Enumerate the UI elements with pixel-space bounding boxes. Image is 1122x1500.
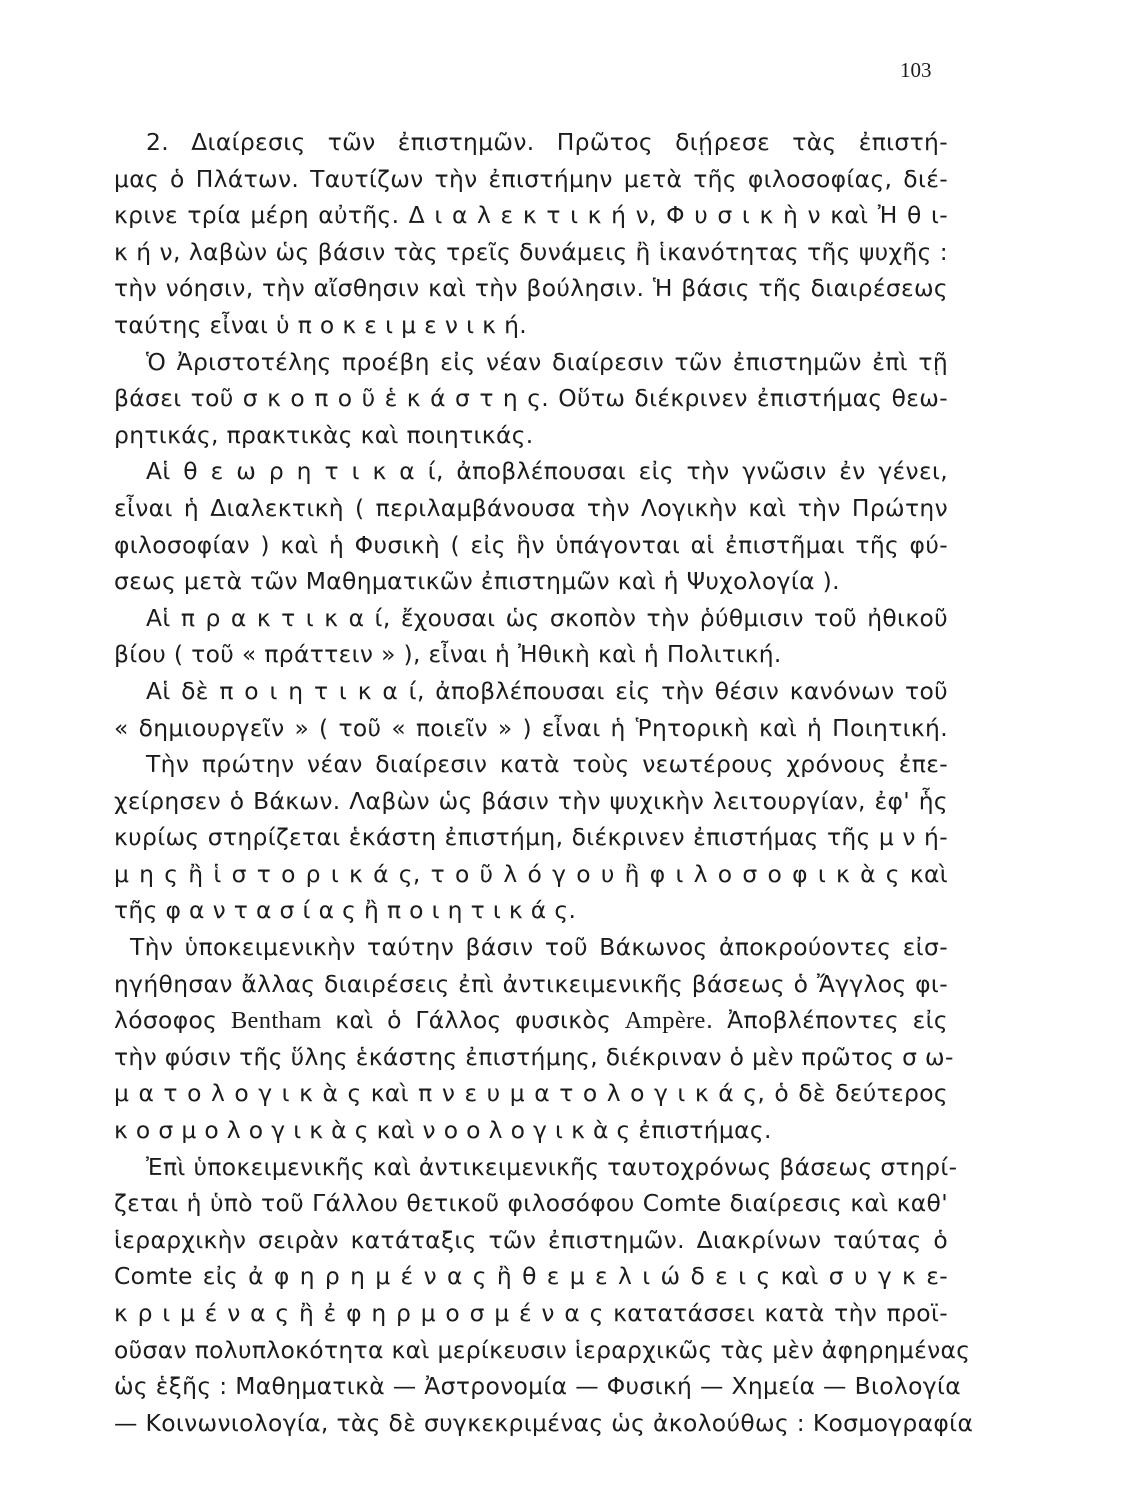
text-line: εἶναι ἡ Διαλεκτικὴ ( περιλαμβάνουσα τὴν Λογικὴν καὶ τὴν Πρώτην (114, 493, 948, 522)
body-text (114, 124, 974, 1441)
text-line: τὴν νόησιν, τὴν αἴσθησιν καὶ τὴν βούλησιν. Ἡ βάσις τῆς διαιρέσεως (114, 274, 948, 303)
text-line: Τὴν ὑποκειμενικὴν ταύτην βάσιν τοῦ Βάκωνος ἀποκρούοντες εἰσ- (130, 933, 948, 962)
text-line: κ ρ ι μ έ ν α ς ἢ ἐ φ η ρ μ ο σ μ έ ν α ς κατατάσσει κατὰ τὴν προϊ- (114, 1299, 948, 1327)
text-line: Αἱ π ρ α κ τ ι κ α ί, ἔχουσαι ὡς σκοπὸν τὴν ῥύθμισιν τοῦ ἠθικοῦ (146, 603, 948, 632)
text-line: βίου ( τοῦ « πράττειν » ), εἶναι ἡ Ἠθικὴ καὶ ἡ Πολιτική. (114, 640, 782, 669)
text-line: 2. Διαίρεσις τῶν ἐπιστημῶν. Πρῶτος διῄρεσε τὰς ἐπιστή- (146, 128, 948, 156)
text-line: λόσοφος Bentham καὶ ὁ Γάλλος φυσικὸς Ampère. Ἀποβλέποντες εἰς (114, 1006, 949, 1035)
text-line: τὴν φύσιν τῆς ὕλης ἑκάστης ἐπιστήμης, διέκριναν ὁ μὲν πρῶτος σ ω- (114, 1042, 954, 1071)
page-number: 103 (900, 58, 932, 82)
text-line: Αἱ δὲ π ο ι η τ ι κ α ί, ἀποβλέπουσαι εἰς τὴν θέσιν κανόνων τοῦ (146, 676, 948, 705)
text-line: ηγήθησαν ἄλλας διαιρέσεις ἐπὶ ἀντικειμενικῆς βάσεως ὁ Ἄγγλος φι- (114, 969, 948, 998)
text-line: μ α τ ο λ ο γ ι κ ὰ ς καὶ π ν ε υ μ α τ ο λ ο γ ι κ ά ς, ὁ δὲ δεύτερος (114, 1079, 948, 1108)
text-line: κ ή ν, λαβὼν ὡς βάσιν τὰς τρεῖς δυνάμεις ἢ ἱκανότητας τῆς ψυχῆς : (114, 237, 948, 266)
text-line: μ η ς ἢ ἱ σ τ ο ρ ι κ ά ς, τ ο ῦ λ ό γ ο υ ἢ φ ι λ ο σ ο φ ι κ ὰ ς καὶ (114, 859, 948, 888)
text-line: ἱεραρχικὴν σειρὰν κατάταξις τῶν ἐπιστημῶν. Διακρίνων ταύτας ὁ (114, 1225, 948, 1254)
text-line: κ ο σ μ ο λ ο γ ι κ ὰ ς καὶ ν ο ο λ ο γ ι κ ὰ ς ἐπιστήμας. (114, 1116, 772, 1145)
text-line: μας ὁ Πλάτων. Ταυτίζων τὴν ἐπιστήμην μετὰ τῆς φιλοσοφίας, διέ- (114, 164, 948, 193)
text-line: βάσει τοῦ σ κ ο π ο ῦ ἑ κ ά σ τ η ς. Οὕτω διέκρινεν ἐπιστήμας θεω- (114, 384, 948, 413)
text-line: ταύτης εἶναι ὑ π ο κ ε ι μ ε ν ι κ ή. (114, 310, 528, 339)
text-line: — Κοινωνιολογία, τὰς δὲ συγκεκριμένας ὡς ἀκολούθως : Κοσμογραφία (114, 1408, 974, 1437)
text-line: ὡς ἑξῆς : Μαθηματικὰ — Ἀστρονομία — Φυσική — Χημεία — Βιολογία (114, 1372, 961, 1401)
text-line: « δημιουργεῖν » ( τοῦ « ποιεῖν » ) εἶναι ἡ Ῥητορικὴ καὶ ἡ Ποιητική. (114, 713, 948, 742)
text-line: φιλοσοφίαν ) καὶ ἡ Φυσικὴ ( εἰς ἣν ὑπάγονται αἱ ἐπιστῆμαι τῆς φύ- (114, 530, 948, 559)
text-line: κυρίως στηρίζεται ἑκάστη ἐπιστήμη, διέκρινεν ἐπιστήμας τῆς μ ν ή- (114, 823, 948, 852)
text-line: Comte εἰς ἀ φ η ρ η μ έ ν α ς ἢ θ ε μ ε λ ι ώ δ ε ι ς καὶ σ υ γ κ ε- (114, 1262, 948, 1291)
text-line: Ὁ Ἀριστοτέλης προέβη εἰς νέαν διαίρεσιν τῶν ἐπιστημῶν ἐπὶ τῇ (146, 347, 948, 376)
text-line: ρητικάς, πρακτικὰς καὶ ποιητικάς. (114, 420, 534, 449)
text-line: σεως μετὰ τῶν Μαθηματικῶν ἐπιστημῶν καὶ ἡ Ψυχολογία ). (114, 567, 840, 596)
text-line: κρινε τρία μέρη αὐτῆς. Δ ι α λ ε κ τ ι κ ή ν, Φ υ σ ι κ ὴ ν καὶ Ἠ θ ι- (114, 201, 948, 230)
text-line: οῦσαν πολυπλοκότητα καὶ μερίκευσιν ἱεραρχικῶς τὰς μὲν ἀφηρημένας (114, 1335, 971, 1364)
text-line: τῆς φ α ν τ α σ ί α ς ἢ π ο ι η τ ι κ ά ς. (114, 896, 577, 925)
text-line: Τὴν πρώτην νέαν διαίρεσιν κατὰ τοὺς νεωτέρους χρόνους ἐπε- (146, 750, 948, 779)
text-line: Αἱ θ ε ω ρ η τ ι κ α ί, ἀποβλέπουσαι εἰς τὴν γνῶσιν ἐν γένει, (146, 457, 948, 486)
text-line: Ἐπὶ ὑποκειμενικῆς καὶ ἀντικειμενικῆς ταυτοχρόνως βάσεως στηρί- (146, 1152, 958, 1181)
text-line: ζεται ἡ ὑπὸ τοῦ Γάλλου θετικοῦ φιλοσόφου Comte διαίρεσις καὶ καθ' (114, 1189, 948, 1218)
text-line: χείρησεν ὁ Βάκων. Λαβὼν ὡς βάσιν τὴν ψυχικὴν λειτουργίαν, ἐφ' ἧς (114, 786, 948, 815)
